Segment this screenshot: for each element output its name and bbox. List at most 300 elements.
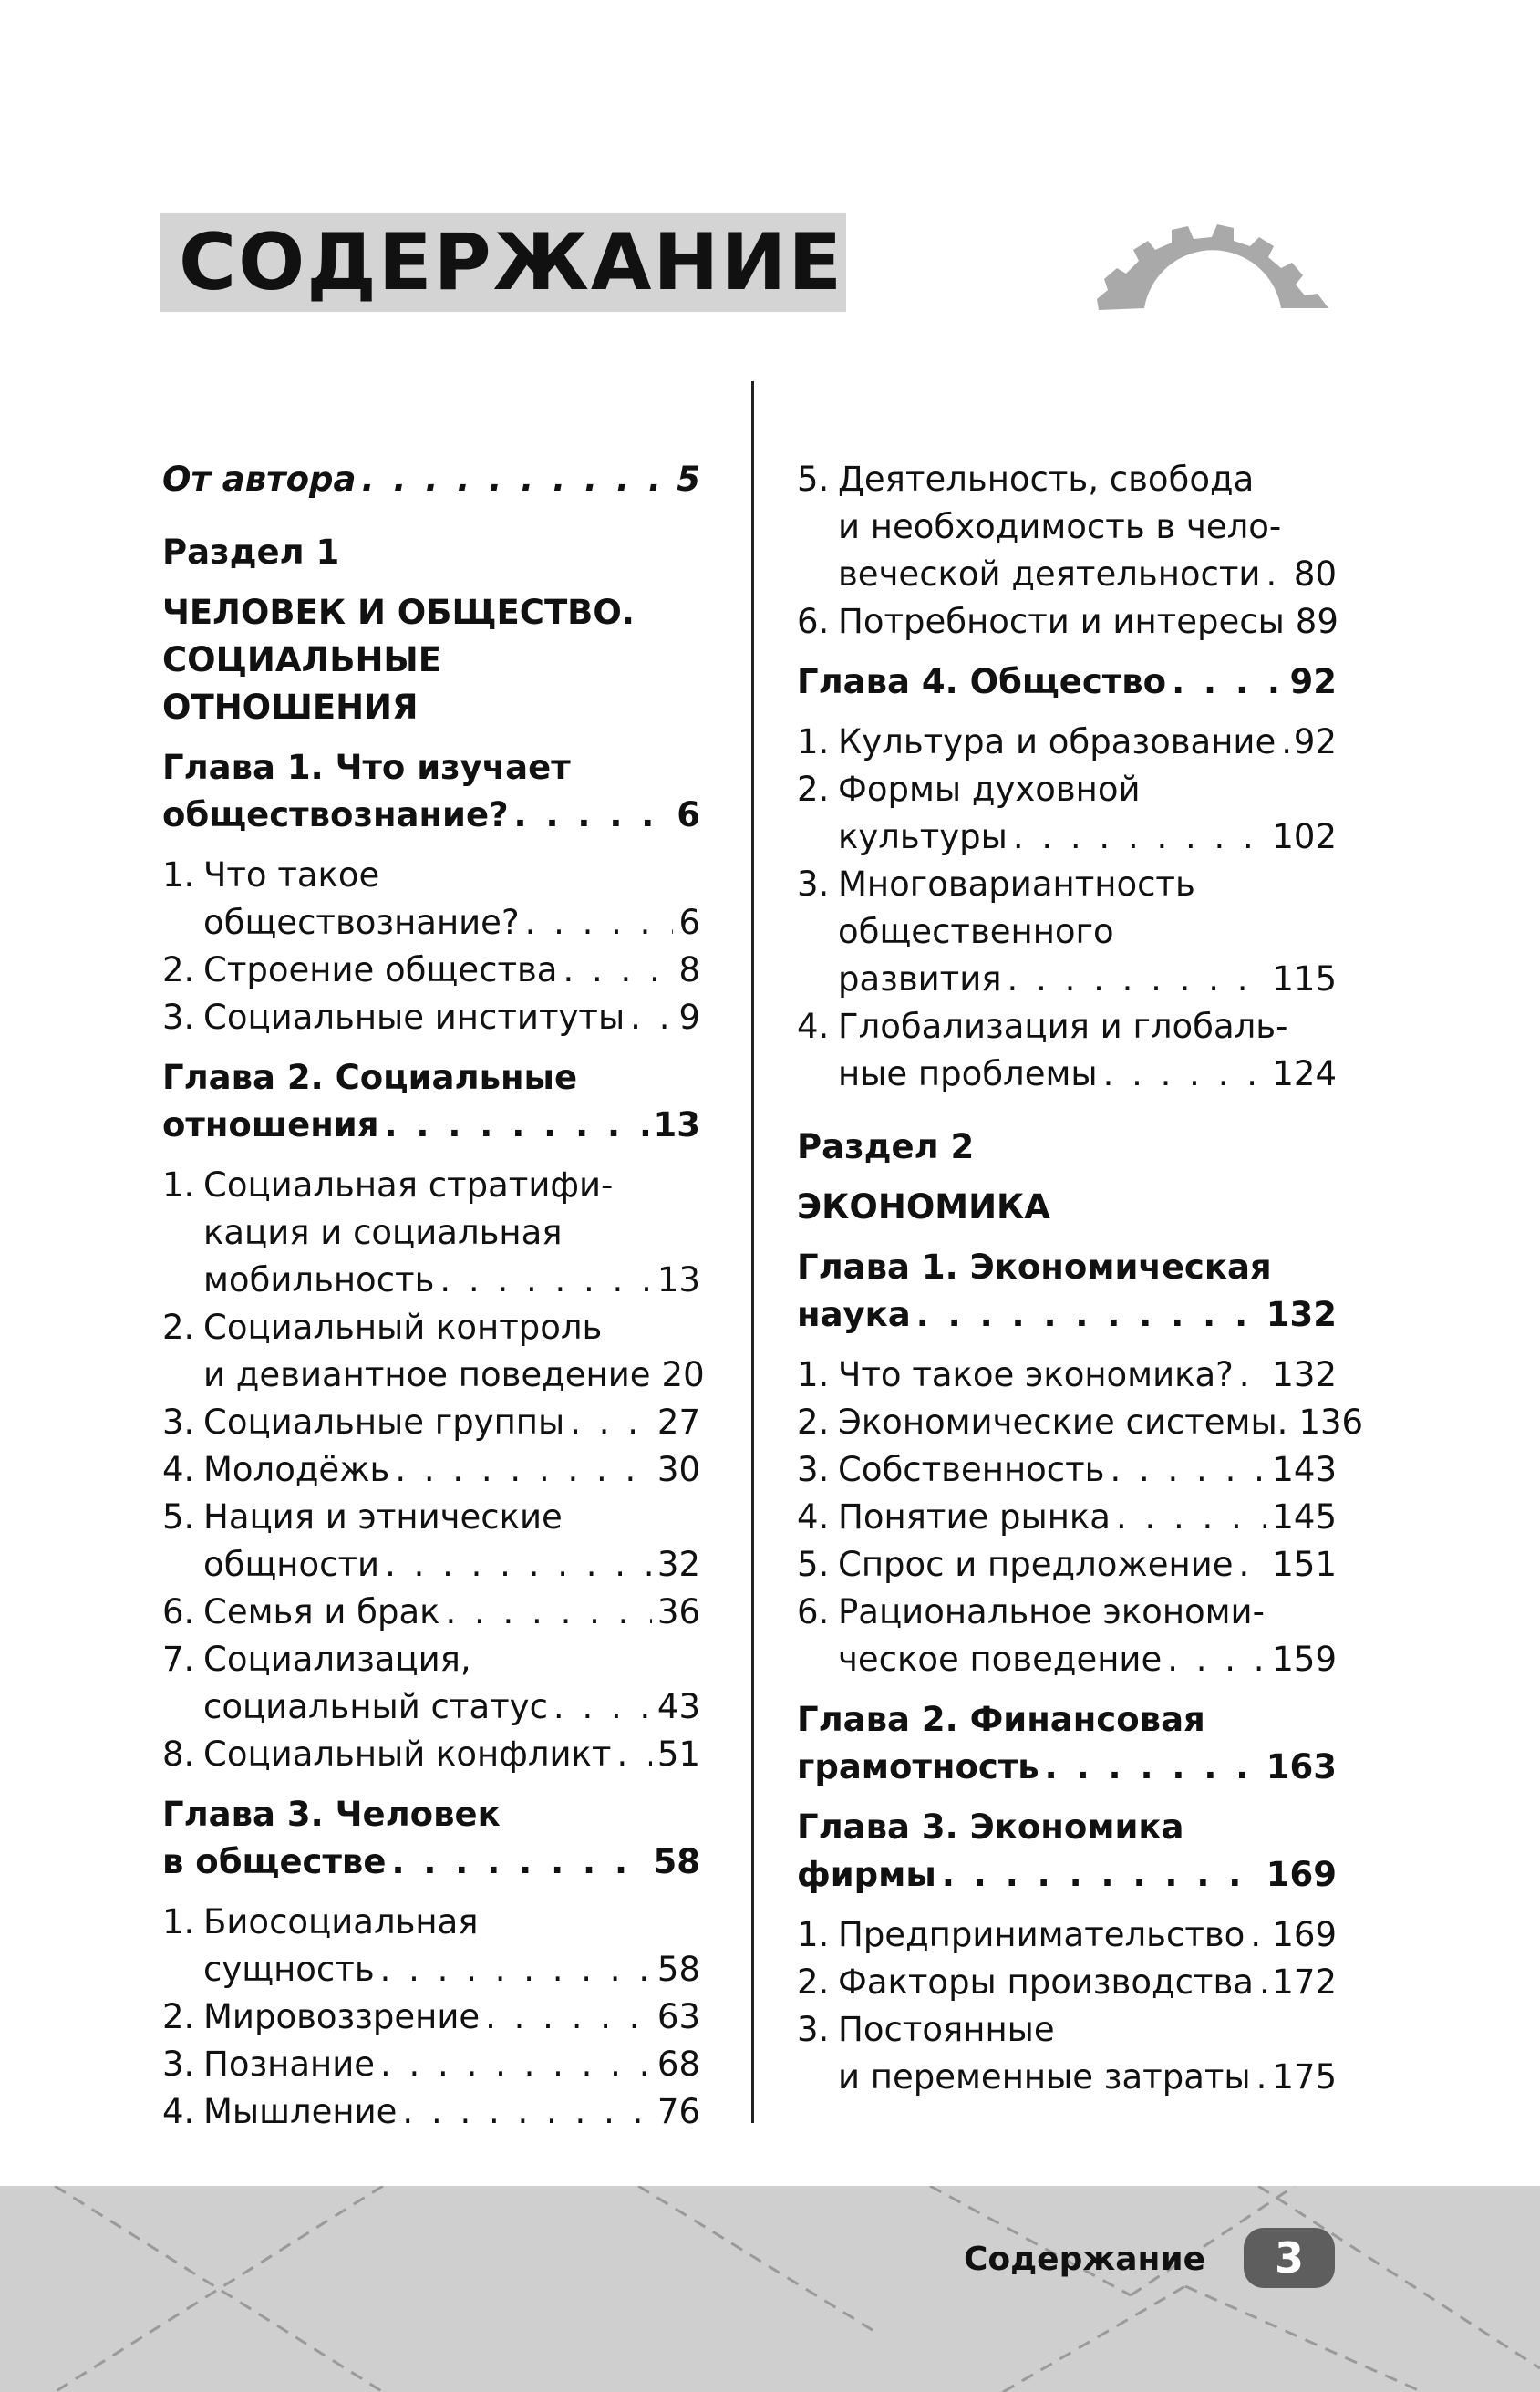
gear-icon [1090, 210, 1336, 310]
page-ref: 43 [656, 1687, 700, 1726]
spacer [162, 1778, 700, 1791]
entry-title: обществознание? [203, 903, 520, 942]
toc-item [797, 598, 1337, 646]
toc-item [797, 1003, 1337, 1098]
toc-item [162, 1162, 700, 1304]
entry-title: Познание [203, 2045, 375, 2084]
entry-text [797, 1244, 1337, 1339]
leader-dots [1281, 719, 1288, 766]
page-ref: 58 [653, 1842, 700, 1881]
item-number: 2. [797, 770, 830, 809]
leader-dots [380, 1946, 652, 1993]
leader-dots [916, 1291, 1261, 1339]
entry-text [162, 456, 700, 503]
leader-dots [1045, 1744, 1261, 1791]
section-heading: СОЦИАЛЬНЫЕ ОТНОШЕНИЯ [162, 640, 442, 727]
item-number: 4. [797, 1497, 830, 1537]
item-number: 2. [797, 1403, 830, 1442]
entry-title: Молодёжь [203, 1450, 390, 1489]
page-ref: 132 [1266, 1295, 1337, 1334]
item-number: 6. [797, 1592, 830, 1631]
page-ref: 175 [1272, 2057, 1337, 2097]
toc-item [162, 1589, 700, 1636]
page-ref: 163 [1266, 1747, 1337, 1786]
entry-line [203, 947, 700, 994]
page-ref: 68 [656, 2045, 700, 2084]
page-ref: 8 [678, 950, 700, 989]
page-footer [0, 2186, 1540, 2392]
entry-text [838, 1446, 1337, 1494]
entry-line [838, 1351, 1337, 1399]
spacer [797, 706, 1337, 719]
footer-section-label: Содержание [963, 2241, 1205, 2278]
page-number-badge: 3 [1244, 2228, 1335, 2288]
entry-title: развития [838, 959, 1002, 999]
leader-dots [1008, 956, 1267, 1003]
leader-dots [1239, 1351, 1267, 1399]
page-ref: 13 [653, 1105, 700, 1144]
entry-title: Понятие рынка [838, 1497, 1111, 1537]
toc-item [162, 994, 700, 1041]
entry-line: Формы духовной [838, 770, 1141, 809]
entry-title: Мышление [203, 2092, 398, 2131]
entry-line [203, 899, 700, 947]
entry-title: грамотность [797, 1747, 1039, 1786]
toc-item [162, 1731, 700, 1778]
entry-line: Многовариантность [838, 865, 1195, 904]
page-ref: 5 [677, 460, 700, 499]
section-heading: ЧЕЛОВЕК И ОБЩЕСТВО. [162, 593, 635, 632]
leader-dots [616, 1731, 651, 1778]
leader-dots [402, 2088, 651, 2136]
entry-title: отношения [162, 1105, 379, 1144]
entry-line: Глава 1. Экономическая [797, 1248, 1272, 1287]
toc-item [162, 2088, 700, 2136]
toc-item [797, 861, 1337, 1003]
entry-title: ческое поведение [838, 1640, 1163, 1679]
entry-title: обществознание? [162, 795, 509, 834]
page-ref: 20 [661, 1355, 705, 1394]
entry-line [838, 2054, 1337, 2101]
page-ref: 92 [1289, 662, 1337, 701]
entry-line: Социальный контроль [203, 1308, 603, 1347]
leader-dots [942, 1851, 1261, 1899]
toc-item [162, 1446, 700, 1494]
entry-line: Глава 2. Социальные [162, 1058, 578, 1097]
item-number: 1. [162, 855, 195, 895]
entry-text [838, 598, 1337, 646]
entry-text [203, 1304, 705, 1399]
entry-title: Спрос и предложение [838, 1545, 1234, 1584]
entry-line [203, 994, 700, 1041]
page-ref: 136 [1298, 1403, 1364, 1442]
entry-line [162, 456, 700, 503]
entry-title: Семья и брак [203, 1592, 440, 1631]
section-heading: Раздел 1 [162, 533, 340, 572]
entry-text [838, 1911, 1337, 1959]
entry-title: Мировоззрение [203, 1997, 481, 2036]
page-ref: 76 [656, 2092, 700, 2131]
toc-item [162, 2041, 700, 2088]
toc-chapter [797, 658, 1337, 706]
leader-dots [1266, 551, 1287, 598]
entry-line [162, 1102, 700, 1149]
entry-text [203, 1399, 700, 1446]
entry-line [838, 813, 1337, 861]
entry-line [838, 1399, 1364, 1446]
section-heading: Раздел 2 [797, 1127, 975, 1166]
toc-item [162, 947, 700, 994]
spacer [797, 1683, 1337, 1696]
entry-line [838, 598, 1337, 646]
entry-text [203, 1993, 700, 2041]
entry-line [162, 1838, 700, 1886]
leader-dots [380, 2041, 652, 2088]
leader-dots [1110, 1446, 1266, 1494]
spacer [162, 503, 700, 529]
entry-line [797, 1851, 1337, 1899]
entry-line [838, 719, 1337, 766]
entry-line: Глава 2. Финансовая [797, 1700, 1205, 1739]
item-number: 3. [797, 1450, 830, 1489]
page-ref: 115 [1272, 959, 1337, 999]
page-ref: 6 [677, 795, 700, 834]
toc-item [162, 852, 700, 947]
entry-line: Социальная стратифи- [203, 1165, 614, 1205]
entry-text [838, 1351, 1337, 1399]
page-ref: 63 [656, 1997, 700, 2036]
toc-item [162, 1304, 705, 1399]
entry-title: Социальные институты [203, 998, 625, 1037]
entry-line [838, 1051, 1337, 1098]
spacer [162, 576, 700, 589]
leader-dots [395, 1446, 652, 1494]
leader-dots [1238, 1541, 1266, 1589]
leader-dots [391, 1838, 647, 1886]
entry-title: Факторы производства [838, 1962, 1254, 2002]
item-number: 3. [162, 1403, 195, 1442]
toc-right-column [797, 456, 1364, 2101]
page-ref: 169 [1272, 1915, 1337, 1954]
entry-title: Предпринимательство [838, 1915, 1245, 1954]
entry-line: Нация и этнические [203, 1497, 563, 1537]
toc-item [797, 1494, 1337, 1541]
page-ref: 172 [1272, 1962, 1337, 2002]
item-number: 6. [797, 602, 830, 641]
entry-title: Культура и образование [838, 722, 1276, 761]
entry-text [838, 1003, 1337, 1098]
page-ref: 27 [656, 1403, 700, 1442]
leader-dots [1013, 813, 1267, 861]
leader-dots [485, 1993, 652, 2041]
entry-text [203, 947, 700, 994]
entry-line: Деятельность, свобода [838, 460, 1255, 499]
toc-chapter [797, 1244, 1337, 1339]
leader-dots [1103, 1051, 1267, 1098]
entry-title: Потребности и интересы [838, 602, 1285, 641]
leader-dots [563, 947, 673, 994]
toc-left-column [162, 456, 705, 2136]
page-ref: 145 [1272, 1497, 1337, 1537]
entry-text [162, 744, 700, 839]
toc-item [162, 1399, 700, 1446]
page-ref: 6 [678, 903, 700, 942]
entry-line: Рациональное экономи- [838, 1592, 1265, 1631]
spacer [162, 1886, 700, 1899]
item-number: 5. [797, 460, 830, 499]
entry-line [838, 956, 1337, 1003]
entry-text [838, 766, 1337, 861]
entry-title: Что такое экономика? [838, 1355, 1234, 1394]
entry-text [797, 1696, 1337, 1791]
entry-text [838, 861, 1337, 1003]
spacer [797, 1899, 1337, 1911]
leader-dots [445, 1589, 651, 1636]
toc-item [797, 1541, 1337, 1589]
leader-dots [361, 456, 671, 503]
toc-item [797, 456, 1337, 598]
item-number: 1. [162, 1902, 195, 1942]
spacer [162, 1041, 700, 1054]
entry-line [797, 658, 1337, 706]
entry-title: в обществе [162, 1842, 387, 1881]
toc-preface [162, 456, 700, 503]
page-title: СОДЕРЖАНИЕ [179, 217, 844, 308]
entry-text [203, 1731, 700, 1778]
toc-chapter [162, 744, 700, 839]
entry-line [838, 1446, 1337, 1494]
entry-title: социальный статус [203, 1687, 548, 1726]
entry-line [203, 1993, 700, 2041]
entry-text [203, 1446, 700, 1494]
section-heading: ЭКОНОМИКА [797, 1187, 1050, 1227]
leader-dots [553, 1683, 652, 1731]
leader-dots [1259, 1959, 1266, 2006]
item-number: 1. [797, 1915, 830, 1954]
entry-line [203, 1399, 700, 1446]
leader-dots [1250, 1911, 1266, 1959]
entry-line: и необходимость в чело- [838, 507, 1282, 546]
entry-text [838, 456, 1337, 598]
entry-text [203, 1494, 700, 1589]
toc-item [162, 1993, 700, 2041]
column-divider [751, 381, 754, 2123]
entry-line [838, 1959, 1337, 2006]
entry-title: сущность [203, 1950, 375, 1989]
leader-dots [1256, 2054, 1267, 2101]
spacer [162, 731, 700, 744]
entry-line [203, 1589, 700, 1636]
item-number: 5. [162, 1497, 195, 1537]
toc-item [797, 1911, 1337, 1959]
entry-line: общественного [838, 912, 1114, 951]
page-ref: 143 [1272, 1450, 1337, 1489]
entry-line [203, 1946, 700, 1993]
leader-dots [1167, 1636, 1266, 1683]
entry-line: Глава 3. Человек [162, 1795, 501, 1834]
page-ref: 159 [1272, 1640, 1337, 1679]
toc-item [797, 1351, 1337, 1399]
item-number: 4. [797, 1007, 830, 1046]
entry-title: ные проблемы [838, 1054, 1098, 1093]
page-ref: 89 [1295, 602, 1338, 641]
entry-title: и переменные затраты [838, 2057, 1251, 2097]
page-ref: 13 [656, 1260, 700, 1300]
entry-line [203, 1257, 700, 1304]
page-ref: 32 [656, 1545, 700, 1584]
page-ref: 124 [1272, 1054, 1337, 1093]
entry-text [838, 719, 1337, 766]
item-number: 4. [162, 1450, 195, 1489]
entry-text [838, 2006, 1337, 2101]
entry-text [162, 1054, 700, 1149]
entry-line [203, 1541, 700, 1589]
entry-title: Собственность [838, 1450, 1105, 1489]
entry-line: Глава 3. Экономика [797, 1807, 1184, 1847]
entry-title: Глава 4. Общество [797, 662, 1167, 701]
entry-line: Постоянные [838, 2010, 1055, 2049]
entry-line [838, 551, 1337, 598]
toc-item [162, 1494, 700, 1589]
entry-line [203, 1731, 700, 1778]
item-number: 1. [797, 1355, 830, 1394]
item-number: 3. [162, 998, 195, 1037]
toc-item [797, 766, 1337, 861]
toc-chapter [797, 1696, 1337, 1791]
entry-line [203, 1683, 700, 1731]
entry-line: Социализация, [203, 1640, 471, 1679]
entry-title: Экономические системы. [838, 1403, 1288, 1442]
page-ref: 58 [656, 1950, 700, 1989]
spacer [797, 1098, 1337, 1124]
entry-line: кация и социальная [203, 1213, 563, 1252]
entry-title: веческой деятельности [838, 554, 1261, 594]
title-box [160, 213, 846, 312]
page-ref: 169 [1266, 1855, 1337, 1894]
leader-dots [439, 1257, 652, 1304]
entry-title: Социальный конфликт [203, 1734, 612, 1774]
entry-text [203, 1899, 700, 1993]
leader-dots [385, 1541, 652, 1589]
entry-line [838, 1494, 1337, 1541]
entry-title: Социальные группы [203, 1403, 565, 1442]
toc-item [797, 1589, 1337, 1683]
leader-dots [384, 1102, 647, 1149]
entry-line [203, 1351, 705, 1399]
item-number: 8. [162, 1734, 195, 1774]
leader-dots [514, 792, 672, 839]
spacer [797, 646, 1337, 658]
entry-line [838, 1636, 1337, 1683]
entry-text [838, 1494, 1337, 1541]
entry-title: и девиантное поведение [203, 1355, 651, 1394]
entry-text [203, 1636, 700, 1731]
page-ref: 102 [1272, 817, 1337, 856]
entry-title: мобильность [203, 1260, 435, 1300]
entry-text [203, 994, 700, 1041]
spacer [797, 1231, 1337, 1244]
entry-text [797, 658, 1337, 706]
entry-title: культуры [838, 817, 1008, 856]
entry-line [203, 2041, 700, 2088]
entry-line [203, 1446, 700, 1494]
entry-line [797, 1291, 1337, 1339]
entry-text [203, 852, 700, 947]
entry-line [838, 1541, 1337, 1589]
item-number: 1. [797, 722, 830, 761]
item-number: 2. [162, 1997, 195, 2036]
entry-text [838, 1399, 1364, 1446]
leader-dots [525, 899, 674, 947]
entry-line [797, 1744, 1337, 1791]
entry-line [162, 792, 700, 839]
page-ref: 80 [1293, 554, 1337, 594]
entry-text [203, 2088, 700, 2136]
page-ref: 132 [1272, 1355, 1337, 1394]
toc-item [797, 1399, 1364, 1446]
entry-text [203, 2041, 700, 2088]
entry-text [838, 1541, 1337, 1589]
page-ref: 30 [656, 1450, 700, 1489]
spacer [797, 1171, 1337, 1184]
toc-item [797, 2006, 1337, 2101]
item-number: 5. [797, 1545, 830, 1584]
entry-title: наука [797, 1295, 911, 1334]
leader-dots [1172, 658, 1284, 706]
footer-pattern [0, 2186, 1540, 2392]
leader-dots [570, 1399, 652, 1446]
page-ref: 36 [656, 1592, 700, 1631]
spacer [162, 839, 700, 852]
page-ref: 9 [678, 998, 700, 1037]
entry-title: От автора [162, 460, 357, 499]
entry-text [838, 1959, 1337, 2006]
entry-line: Глобализация и глобаль- [838, 1007, 1288, 1046]
spacer [162, 1149, 700, 1162]
toc-item [797, 719, 1337, 766]
entry-line: Биосоциальная [203, 1902, 479, 1942]
entry-text [203, 1162, 700, 1304]
entry-text [797, 1804, 1337, 1899]
leader-dots [630, 994, 673, 1041]
spacer [797, 1791, 1337, 1804]
entry-text [838, 1589, 1337, 1683]
entry-title: Строение общества [203, 950, 558, 989]
item-number: 3. [162, 2045, 195, 2084]
toc-chapter [162, 1054, 700, 1149]
toc-chapter [162, 1791, 700, 1886]
entry-line [838, 1911, 1337, 1959]
page-ref: 51 [656, 1734, 700, 1774]
entry-text [162, 1791, 700, 1886]
page-ref: 92 [1293, 722, 1337, 761]
item-number: 3. [797, 2010, 830, 2049]
item-number: 3. [797, 865, 830, 904]
item-number: 4. [162, 2092, 195, 2131]
toc-item [797, 1446, 1337, 1494]
entry-title: общности [203, 1545, 380, 1584]
entry-line [203, 2088, 700, 2136]
entry-text [203, 1589, 700, 1636]
page-ref: 151 [1272, 1545, 1337, 1584]
toc-item [162, 1636, 700, 1731]
entry-line: Глава 1. Что изучает [162, 748, 571, 787]
toc-item [797, 1959, 1337, 2006]
entry-line: Что такое [203, 855, 380, 895]
toc-item [162, 1899, 700, 1993]
item-number: 2. [162, 950, 195, 989]
item-number: 7. [162, 1640, 195, 1679]
